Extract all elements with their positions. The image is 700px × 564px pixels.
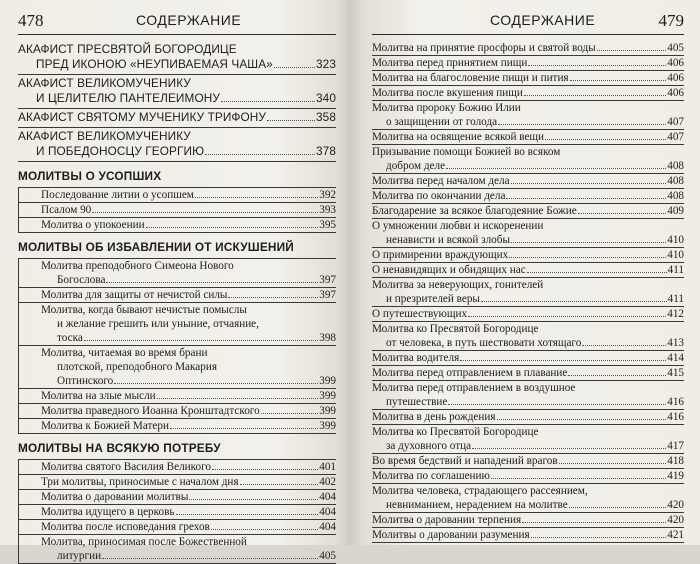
toc-entry-line: [372, 307, 684, 321]
toc-entry-line: [41, 460, 336, 474]
toc-entry-line: [372, 41, 684, 55]
section-heading: МОЛИТВЫ НА ВСЯКУЮ ПОТРЕБУ: [18, 434, 336, 460]
leader-dots: [146, 227, 319, 228]
toc-entry-page: 415: [667, 367, 684, 379]
toc-entry-title: Молитва о даровании молитвы: [41, 491, 189, 503]
toc-entry-title: невниманием, нерадением на молитве: [386, 499, 568, 511]
toc-entry: [19, 203, 336, 218]
leader-dots: [228, 297, 318, 298]
right-page-title: СОДЕРЖАНИЕ: [490, 12, 596, 28]
toc-entry-title: Молитва, читаемая во время брани: [41, 347, 208, 359]
toc-entry-page: 407: [667, 116, 684, 128]
toc-entry: [19, 460, 336, 475]
toc-entry-title: О примирении враждующих: [372, 249, 509, 261]
toc-entry-title: от человека, в путь шествовати хотящаго: [386, 337, 582, 349]
toc-entry: [372, 322, 684, 351]
toc-entry-title: Молитва на освящение всякой вещи: [372, 131, 545, 143]
toc-entry-line: [372, 410, 684, 424]
toc-entry-page: 413: [667, 337, 684, 349]
toc-entry: [372, 204, 684, 219]
leader-dots: [205, 154, 315, 155]
leader-dots: [531, 537, 667, 538]
leader-dots: [524, 95, 666, 96]
toc-entry-title: Молитва по соглашению: [372, 470, 490, 482]
toc-entry-title: и желание грешить или уныние, отчаяние,: [57, 318, 259, 330]
toc-entry-page: 420: [667, 499, 684, 511]
toc-entry-line: [41, 360, 336, 374]
left-page: [0, 0, 350, 562]
akafist-entry: [18, 41, 336, 75]
toc-entry: [372, 381, 684, 410]
toc-entry-line: [372, 528, 684, 542]
toc-entry-title: Молитва после вкушения пищи: [372, 87, 523, 99]
right-page-header: [372, 0, 684, 35]
toc-entry-page: 402: [319, 476, 336, 488]
toc-entry-line: [372, 56, 684, 70]
leader-dots: [157, 398, 319, 399]
toc-entry: [372, 278, 684, 307]
toc-entry-line: [372, 351, 684, 365]
toc-entry-title: Молитва ко Пресвятой Богородице: [372, 323, 539, 335]
leader-dots: [460, 360, 666, 361]
toc-entry: [372, 145, 684, 174]
toc-entry-title: Молитва идущего в церковь: [41, 506, 175, 518]
left-page-header: [18, 0, 336, 35]
toc-entry-title: Молитва о даровании терпения: [372, 514, 522, 526]
toc-entry-title: Благодарение за всякое благодеяние Божие: [372, 205, 577, 217]
toc-entry: [372, 248, 684, 263]
toc-entry-page: 420: [667, 514, 684, 526]
leader-dots: [92, 212, 318, 213]
leader-dots: [448, 404, 666, 405]
toc-entry-title: Молитва для защиты от нечистой силы: [41, 289, 228, 301]
toc-entry-title: Призывание помощи Божией во всяком: [372, 146, 561, 158]
toc-entry-page: 408: [667, 160, 684, 172]
toc-entry: [372, 101, 684, 130]
toc-entry-title: Молитва водителя: [372, 352, 460, 364]
toc-entry-page: 399: [319, 375, 336, 387]
toc-entry-line: [372, 366, 684, 380]
leader-dots: [170, 428, 318, 429]
leader-dots: [491, 478, 666, 479]
toc-entry-line: [372, 174, 684, 188]
toc-entry-title: Оптинского: [57, 375, 114, 387]
toc-entry-line: [41, 288, 336, 302]
leader-dots: [261, 413, 319, 414]
toc-entry-title: И ПОБЕДОНОСЦУ ГЕОРГИЮ: [36, 144, 205, 158]
toc-entry-line: [372, 86, 684, 100]
toc-entry-page: 395: [319, 219, 336, 231]
toc-entry-title: и презрителей веры: [386, 293, 480, 305]
toc-entry: [372, 71, 684, 86]
toc-entry: [19, 303, 336, 346]
toc-entry-line: [41, 490, 336, 504]
toc-entry-title: Три молитвы, приносимые с началом дня: [41, 476, 239, 488]
toc-entry-line: [41, 475, 336, 489]
toc-entry-title: АКАФИСТ ВЕЛИКОМУЧЕНИКУ: [18, 76, 191, 90]
toc-entry: [372, 351, 684, 366]
leader-dots: [240, 484, 319, 485]
toc-entry-page: 411: [667, 293, 684, 305]
toc-entry-line: [372, 469, 684, 483]
toc-entry-page: 414: [667, 352, 684, 364]
toc-entry-page: 393: [319, 204, 336, 216]
toc-entry-page: 416: [667, 396, 684, 408]
leader-dots: [597, 50, 667, 51]
toc-entry-title: тоска: [57, 332, 83, 344]
toc-entry-line: [18, 144, 336, 159]
leader-dots: [481, 301, 667, 302]
left-page-title: СОДЕРЖАНИЕ: [136, 12, 242, 28]
left-page-number: 478: [18, 11, 44, 30]
toc-entry-page: 416: [667, 411, 684, 423]
toc-entry-line: [372, 439, 684, 453]
toc-entry-page: 417: [667, 440, 684, 452]
leader-dots: [189, 499, 318, 500]
toc-entry-title: Молитва святого Василия Великого: [41, 461, 212, 473]
toc-entry-title: Молитва перед отправлением в воздушное: [372, 382, 576, 394]
leader-dots: [509, 257, 666, 258]
leader-dots: [498, 124, 666, 125]
toc-entry-title: Молитва, приносимая после Божественной: [41, 536, 247, 548]
toc-entry-page: 340: [316, 91, 336, 105]
leader-dots: [559, 463, 667, 464]
toc-entry-line: [18, 110, 336, 125]
leader-dots: [569, 507, 667, 508]
toc-entry: [19, 389, 336, 404]
toc-entry-title: Молитва преподобного Симеона Нового: [41, 260, 234, 272]
leader-dots: [274, 67, 315, 68]
toc-entry-title: Молитвы о даровании разумения: [372, 529, 530, 541]
toc-entry: [372, 41, 684, 56]
toc-entry: [372, 56, 684, 71]
toc-entry-page: 406: [667, 57, 684, 69]
leader-dots: [582, 345, 666, 346]
toc-entry-line: [372, 233, 684, 247]
toc-entry-page: 406: [667, 72, 684, 84]
toc-entry-title: Молитва после исповедания грехов: [41, 521, 210, 533]
toc-entry-page: 378: [316, 144, 336, 158]
toc-entry: [372, 86, 684, 101]
toc-entry-title: Молитва пророку Божию Илии: [372, 102, 521, 114]
toc-entry: [372, 528, 684, 543]
toc-entry-page: 399: [319, 405, 336, 417]
toc-entry: [19, 419, 336, 434]
toc-entry: [372, 174, 684, 189]
leader-dots: [195, 197, 318, 198]
toc-entry: [19, 259, 336, 288]
toc-entry: [19, 346, 336, 389]
section-items: [18, 460, 336, 564]
toc-entry-line: [41, 273, 336, 287]
toc-entry-title: Молитва на принятие просфоры и святой воды: [372, 42, 596, 54]
toc-entry-title: Молитва на благословение пищи и пития: [372, 72, 569, 84]
toc-entry-line: [41, 331, 336, 345]
toc-entry-line: [372, 292, 684, 306]
toc-entry: [19, 490, 336, 505]
toc-entry-title: ПРЕД ИКОНОЮ «НЕУПИВАЕМАЯ ЧАША»: [36, 57, 273, 71]
leader-dots: [102, 558, 318, 559]
toc-entry-line: [372, 219, 684, 233]
toc-entry-line: [372, 71, 684, 85]
toc-entry-page: 399: [319, 420, 336, 432]
toc-entry-title: Молитва по окончании дела: [372, 190, 506, 202]
toc-entry-line: [372, 145, 684, 159]
toc-entry-line: [41, 188, 336, 202]
toc-entry-title: за духовного отца: [386, 440, 472, 452]
leader-dots: [267, 120, 315, 121]
toc-entry-line: [41, 218, 336, 232]
toc-entry-title: путешествие: [386, 396, 448, 408]
toc-entry: [372, 469, 684, 484]
toc-entry-line: [41, 520, 336, 534]
toc-entry: [19, 218, 336, 233]
toc-entry: [372, 189, 684, 204]
toc-entry-line: [372, 484, 684, 498]
toc-entry-title: Молитва к Божией Матери: [41, 420, 169, 432]
toc-entry-line: [372, 513, 684, 527]
leader-dots: [511, 242, 666, 243]
toc-entry-line: [18, 91, 336, 106]
toc-entry-line: [372, 263, 684, 277]
toc-entry-page: 404: [319, 491, 336, 503]
leader-dots: [568, 375, 666, 376]
akafist-entry: [18, 109, 336, 128]
toc-entry-line: [18, 76, 336, 91]
toc-entry-line: [41, 259, 336, 273]
toc-entry: [372, 263, 684, 278]
toc-entry-line: [41, 203, 336, 217]
toc-entry-page: 398: [319, 332, 336, 344]
leader-dots: [511, 183, 667, 184]
leader-dots: [570, 80, 667, 81]
toc-entry-title: о защищении от голода: [386, 116, 498, 128]
leader-dots: [468, 316, 666, 317]
toc-entry-line: [41, 317, 336, 331]
toc-entry: [19, 475, 336, 490]
toc-entry: [19, 288, 336, 303]
right-page: [350, 0, 700, 545]
leader-dots: [212, 469, 318, 470]
toc-entry-line: [18, 129, 336, 144]
toc-entry-title: АКАФИСТ ВЕЛИКОМУЧЕНИКУ: [18, 129, 191, 143]
toc-entry-page: 405: [667, 42, 684, 54]
toc-entry-line: [372, 159, 684, 173]
leader-dots: [527, 272, 667, 273]
toc-entry: [19, 535, 336, 564]
toc-entry-line: [372, 381, 684, 395]
toc-entry: [372, 513, 684, 528]
toc-entry-line: [372, 336, 684, 350]
toc-entry-page: 410: [667, 249, 684, 261]
akafist-entry: [18, 75, 336, 109]
toc-entry-title: Молитва, когда бывают нечистые помыслы: [41, 304, 247, 316]
toc-entry-line: [372, 189, 684, 203]
toc-entry-title: Молитва о упокоении: [41, 219, 145, 231]
toc-entry-title: литургии: [57, 550, 102, 562]
leader-dots: [84, 340, 318, 341]
toc-entry: [19, 188, 336, 203]
leader-dots: [506, 198, 666, 199]
toc-entry-page: 397: [319, 274, 336, 286]
leader-dots: [176, 514, 319, 515]
toc-entry: [372, 307, 684, 322]
toc-entry-line: [372, 204, 684, 218]
akafist-list: [18, 41, 336, 162]
toc-list-right: [372, 41, 684, 543]
toc-entry-page: 418: [667, 455, 684, 467]
section-items: [18, 259, 336, 434]
toc-entry-line: [372, 278, 684, 292]
toc-entry-line: [372, 101, 684, 115]
toc-entry-line: [18, 42, 336, 57]
toc-entry-title: Молитва в день рождения: [372, 411, 496, 423]
toc-entry-line: [41, 419, 336, 433]
toc-entry: [372, 219, 684, 248]
toc-entry-title: О ненавидящих и обидящих нас: [372, 264, 526, 276]
toc-entry: [19, 404, 336, 419]
toc-entry-title: Последование литии о усопшем: [41, 189, 194, 201]
section-items: [18, 188, 336, 233]
toc-entry-page: 411: [667, 264, 684, 276]
toc-entry-title: Во время бедствий и нападений врагов: [372, 455, 558, 467]
leader-dots: [578, 213, 666, 214]
section-list: [18, 162, 336, 564]
toc-entry-title: Молитва перед отправлением в плавание: [372, 367, 568, 379]
toc-entry-page: 419: [667, 470, 684, 482]
toc-entry-line: [372, 454, 684, 468]
toc-entry-title: Молитва ко Пресвятой Богородице: [372, 426, 539, 438]
toc-entry-line: [41, 346, 336, 360]
toc-entry-title: Молитва за неверующих, гонителей: [372, 279, 544, 291]
toc-entry-title: Молитва перед началом дела: [372, 175, 510, 187]
toc-entry-line: [372, 498, 684, 512]
toc-entry-title: Молитва на злые мысли: [41, 390, 156, 402]
toc-entry-page: 392: [319, 189, 336, 201]
toc-entry-page: 406: [667, 87, 684, 99]
toc-entry-line: [41, 505, 336, 519]
toc-entry-line: [372, 115, 684, 129]
toc-entry-page: 421: [667, 529, 684, 541]
toc-entry: [19, 520, 336, 535]
toc-entry-line: [41, 303, 336, 317]
toc-entry-page: 405: [319, 550, 336, 562]
toc-entry-title: Псалом 90: [41, 204, 92, 216]
toc-entry-page: 358: [316, 110, 336, 124]
leader-dots: [114, 383, 318, 384]
toc-entry: [372, 130, 684, 145]
right-page-number: 479: [658, 11, 684, 30]
toc-entry: [372, 454, 684, 469]
toc-entry-title: О умножении любви и искоренении: [372, 220, 544, 232]
toc-entry-line: [41, 374, 336, 388]
toc-entry-title: АКАФИСТ СВЯТОМУ МУЧЕНИКУ ТРИФОНУ: [18, 110, 266, 124]
toc-entry-line: [372, 322, 684, 336]
toc-entry-line: [41, 389, 336, 403]
toc-entry-title: И ЦЕЛИТЕЛЮ ПАНТЕЛЕИМОНУ: [36, 91, 220, 105]
toc-entry-line: [372, 248, 684, 262]
toc-entry-line: [372, 395, 684, 409]
toc-entry-title: Богослова: [57, 274, 106, 286]
toc-entry-line: [41, 404, 336, 418]
toc-entry-page: 412: [667, 308, 684, 320]
toc-entry-page: 408: [667, 190, 684, 202]
leader-dots: [472, 448, 666, 449]
toc-entry-title: Молитва человека, страдающего рассеянием,: [372, 485, 588, 497]
toc-entry-title: Молитва праведного Иоанна Кронштадтского: [41, 405, 260, 417]
toc-entry-page: 399: [319, 390, 336, 402]
section-heading: МОЛИТВЫ ОБ ИЗБАВЛЕНИИ ОТ ИСКУШЕНИЙ: [18, 233, 336, 259]
leader-dots: [106, 282, 318, 283]
toc-entry-title: АКАФИСТ ПРЕСВЯТОЙ БОГОРОДИЦЕ: [18, 42, 237, 56]
toc-entry-page: 409: [667, 205, 684, 217]
toc-entry-page: 323: [316, 57, 336, 71]
akafist-entry: [18, 128, 336, 162]
leader-dots: [221, 101, 315, 102]
leader-dots: [522, 522, 666, 523]
toc-entry-title: ненависти и всякой злобы: [386, 234, 510, 246]
toc-entry-page: 404: [319, 521, 336, 533]
toc-entry-title: О путешествующих: [372, 308, 468, 320]
toc-entry-line: [41, 535, 336, 549]
toc-entry: [372, 366, 684, 381]
toc-entry-title: добром деле: [386, 160, 446, 172]
toc-entry-line: [41, 549, 336, 563]
toc-entry: [372, 425, 684, 454]
leader-dots: [446, 168, 666, 169]
toc-entry-title: плотской, преподобного Макария: [57, 361, 217, 373]
leader-dots: [528, 65, 666, 66]
toc-entry-page: 407: [667, 131, 684, 143]
leader-dots: [497, 419, 667, 420]
toc-entry: [372, 410, 684, 425]
leader-dots: [545, 139, 666, 140]
toc-entry: [372, 484, 684, 513]
toc-entry-line: [372, 130, 684, 144]
leader-dots: [211, 529, 318, 530]
toc-entry-line: [372, 425, 684, 439]
toc-entry-page: 401: [319, 461, 336, 473]
toc-entry: [19, 505, 336, 520]
toc-entry-page: 404: [319, 506, 336, 518]
toc-entry-page: 410: [667, 234, 684, 246]
section-heading: МОЛИТВЫ О УСОПШИХ: [18, 162, 336, 188]
toc-entry-line: [18, 57, 336, 72]
toc-entry-title: Молитва перед принятием пищи: [372, 57, 528, 69]
toc-entry-page: 408: [667, 175, 684, 187]
toc-entry-page: 397: [319, 289, 336, 301]
